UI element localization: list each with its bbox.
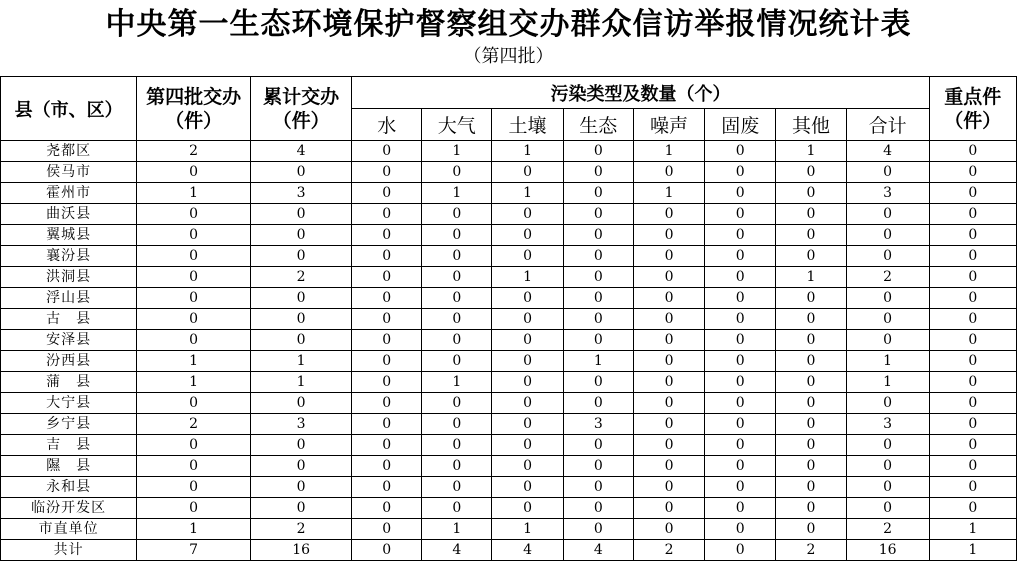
value-cell: 0 <box>776 162 846 183</box>
value-cell: 0 <box>633 162 704 183</box>
value-cell: 0 <box>563 330 633 351</box>
page-title: 中央第一生态环境保护督察组交办群众信访举报情况统计表 <box>105 7 912 42</box>
value-cell: 0 <box>776 372 846 393</box>
value-cell: 0 <box>776 498 846 519</box>
value-cell: 0 <box>137 267 251 288</box>
value-cell: 3 <box>846 414 929 435</box>
value-cell: 0 <box>929 225 1016 246</box>
value-cell: 0 <box>633 372 704 393</box>
value-cell: 0 <box>633 204 704 225</box>
value-cell: 0 <box>776 477 846 498</box>
value-cell: 0 <box>250 162 351 183</box>
value-cell: 0 <box>352 393 422 414</box>
value-cell: 0 <box>352 204 422 225</box>
table-row <box>1 456 1017 477</box>
value-cell: 0 <box>422 330 492 351</box>
value-cell: 0 <box>422 414 492 435</box>
value-cell: 0 <box>929 309 1016 330</box>
county-cell: 大宁县 <box>1 393 137 414</box>
header-pollution-type: 其他 <box>776 109 846 141</box>
table-row <box>1 435 1017 456</box>
value-cell: 7 <box>137 540 251 561</box>
value-cell: 0 <box>633 330 704 351</box>
value-cell: 0 <box>776 414 846 435</box>
value-cell: 0 <box>250 309 351 330</box>
value-cell: 1 <box>137 351 251 372</box>
value-cell: 0 <box>929 477 1016 498</box>
value-cell: 0 <box>563 225 633 246</box>
value-cell: 0 <box>705 309 776 330</box>
table-row <box>1 309 1017 330</box>
value-cell: 0 <box>492 414 563 435</box>
value-cell: 0 <box>846 162 929 183</box>
value-cell: 0 <box>846 498 929 519</box>
value-cell: 0 <box>929 498 1016 519</box>
value-cell: 0 <box>633 414 704 435</box>
value-cell: 0 <box>137 225 251 246</box>
value-cell: 0 <box>563 183 633 204</box>
value-cell: 0 <box>422 225 492 246</box>
value-cell: 0 <box>250 204 351 225</box>
value-cell: 0 <box>776 309 846 330</box>
header-county: 县（市、区） <box>1 77 137 141</box>
value-cell: 0 <box>492 456 563 477</box>
value-cell: 0 <box>929 351 1016 372</box>
value-cell: 0 <box>352 540 422 561</box>
value-cell: 1 <box>776 141 846 162</box>
header-pollution-type: 噪声 <box>633 109 704 141</box>
table-row <box>1 372 1017 393</box>
value-cell: 0 <box>422 477 492 498</box>
value-cell: 0 <box>846 435 929 456</box>
value-cell: 0 <box>705 540 776 561</box>
value-cell: 0 <box>563 246 633 267</box>
value-cell: 0 <box>929 162 1016 183</box>
value-cell: 1 <box>846 372 929 393</box>
table-row <box>1 288 1017 309</box>
value-cell: 0 <box>352 456 422 477</box>
value-cell: 1 <box>137 183 251 204</box>
value-cell: 0 <box>563 477 633 498</box>
value-cell: 4 <box>563 540 633 561</box>
county-cell: 襄汾县 <box>1 246 137 267</box>
value-cell: 0 <box>705 393 776 414</box>
value-cell: 0 <box>929 456 1016 477</box>
value-cell: 0 <box>633 309 704 330</box>
value-cell: 0 <box>137 456 251 477</box>
value-cell: 1 <box>633 183 704 204</box>
value-cell: 0 <box>705 498 776 519</box>
value-cell: 0 <box>492 309 563 330</box>
county-cell: 洪洞县 <box>1 267 137 288</box>
value-cell: 0 <box>250 225 351 246</box>
county-cell: 安泽县 <box>1 330 137 351</box>
value-cell: 0 <box>929 141 1016 162</box>
value-cell: 0 <box>705 435 776 456</box>
table-row <box>1 225 1017 246</box>
value-cell: 2 <box>137 414 251 435</box>
value-cell: 0 <box>705 456 776 477</box>
value-cell: 0 <box>352 477 422 498</box>
header-pollution-type: 合计 <box>846 109 929 141</box>
value-cell: 0 <box>846 309 929 330</box>
value-cell: 0 <box>776 225 846 246</box>
value-cell: 0 <box>929 414 1016 435</box>
value-cell: 4 <box>250 141 351 162</box>
table-row <box>1 267 1017 288</box>
value-cell: 1 <box>422 372 492 393</box>
value-cell: 0 <box>563 435 633 456</box>
value-cell: 0 <box>422 393 492 414</box>
value-cell: 0 <box>776 183 846 204</box>
value-cell: 0 <box>846 477 929 498</box>
value-cell: 0 <box>422 204 492 225</box>
value-cell: 0 <box>137 393 251 414</box>
value-cell: 0 <box>563 288 633 309</box>
value-cell: 0 <box>250 330 351 351</box>
value-cell: 2 <box>846 267 929 288</box>
value-cell: 0 <box>250 456 351 477</box>
value-cell: 0 <box>492 288 563 309</box>
value-cell: 0 <box>563 309 633 330</box>
county-cell: 蒲 县 <box>1 372 137 393</box>
value-cell: 0 <box>137 435 251 456</box>
value-cell: 1 <box>929 540 1016 561</box>
value-cell: 1 <box>422 519 492 540</box>
value-cell: 0 <box>492 225 563 246</box>
value-cell: 2 <box>250 519 351 540</box>
value-cell: 0 <box>352 351 422 372</box>
value-cell: 3 <box>250 414 351 435</box>
county-cell: 乡宁县 <box>1 414 137 435</box>
value-cell: 4 <box>492 540 563 561</box>
value-cell: 0 <box>633 246 704 267</box>
value-cell: 0 <box>422 498 492 519</box>
value-cell: 0 <box>846 288 929 309</box>
table-row <box>1 204 1017 225</box>
value-cell: 0 <box>776 393 846 414</box>
value-cell: 0 <box>929 435 1016 456</box>
value-cell: 0 <box>776 246 846 267</box>
value-cell: 0 <box>250 498 351 519</box>
value-cell: 0 <box>563 141 633 162</box>
header-cumulative-line2: （件） <box>272 109 330 132</box>
value-cell: 0 <box>137 204 251 225</box>
value-cell: 0 <box>633 267 704 288</box>
value-cell: 0 <box>633 393 704 414</box>
value-cell: 0 <box>846 393 929 414</box>
value-cell: 1 <box>492 267 563 288</box>
value-cell: 0 <box>776 330 846 351</box>
value-cell: 0 <box>929 246 1016 267</box>
value-cell: 0 <box>492 393 563 414</box>
value-cell: 0 <box>352 183 422 204</box>
value-cell: 1 <box>633 141 704 162</box>
table-row <box>1 246 1017 267</box>
header-pollution-type: 水 <box>352 109 422 141</box>
value-cell: 0 <box>352 414 422 435</box>
table-row <box>1 477 1017 498</box>
value-cell: 0 <box>633 477 704 498</box>
value-cell: 0 <box>137 498 251 519</box>
county-cell: 共计 <box>1 540 137 561</box>
county-cell: 市直单位 <box>1 519 137 540</box>
value-cell: 0 <box>563 267 633 288</box>
value-cell: 0 <box>705 414 776 435</box>
value-cell: 1 <box>846 351 929 372</box>
value-cell: 0 <box>776 288 846 309</box>
value-cell: 2 <box>137 141 251 162</box>
header-pollution-group: 污染类型及数量（个） <box>352 77 929 109</box>
value-cell: 1 <box>137 519 251 540</box>
value-cell: 0 <box>422 456 492 477</box>
value-cell: 0 <box>563 456 633 477</box>
table-row <box>1 519 1017 540</box>
header-batch-assigned <box>137 77 251 141</box>
value-cell: 0 <box>137 162 251 183</box>
county-cell: 尧都区 <box>1 141 137 162</box>
value-cell: 0 <box>563 498 633 519</box>
value-cell: 1 <box>422 183 492 204</box>
value-cell: 0 <box>563 162 633 183</box>
value-cell: 0 <box>633 519 704 540</box>
value-cell: 0 <box>352 372 422 393</box>
value-cell: 0 <box>352 309 422 330</box>
total-row <box>1 540 1017 561</box>
value-cell: 2 <box>633 540 704 561</box>
value-cell: 0 <box>846 246 929 267</box>
value-cell: 1 <box>776 267 846 288</box>
value-cell: 0 <box>929 372 1016 393</box>
table-row <box>1 141 1017 162</box>
value-cell: 0 <box>492 477 563 498</box>
header-pollution-type: 大气 <box>422 109 492 141</box>
header-batch-line2: （件） <box>165 109 223 132</box>
value-cell: 0 <box>929 393 1016 414</box>
value-cell: 0 <box>705 288 776 309</box>
header-cumulative-line1: 累计交办 <box>263 85 340 108</box>
value-cell: 0 <box>492 330 563 351</box>
value-cell: 0 <box>352 225 422 246</box>
value-cell: 0 <box>422 435 492 456</box>
value-cell: 1 <box>250 372 351 393</box>
value-cell: 0 <box>633 351 704 372</box>
value-cell: 0 <box>705 183 776 204</box>
value-cell: 0 <box>492 435 563 456</box>
value-cell: 0 <box>422 267 492 288</box>
value-cell: 0 <box>492 162 563 183</box>
header-batch-line1: 第四批交办 <box>146 85 242 108</box>
value-cell: 0 <box>776 456 846 477</box>
value-cell: 0 <box>137 246 251 267</box>
county-cell: 临汾开发区 <box>1 498 137 519</box>
value-cell: 0 <box>422 246 492 267</box>
value-cell: 2 <box>846 519 929 540</box>
value-cell: 0 <box>563 372 633 393</box>
value-cell: 0 <box>250 288 351 309</box>
value-cell: 0 <box>137 309 251 330</box>
value-cell: 0 <box>492 351 563 372</box>
value-cell: 4 <box>422 540 492 561</box>
table-row <box>1 183 1017 204</box>
value-cell: 0 <box>352 330 422 351</box>
value-cell: 0 <box>705 351 776 372</box>
value-cell: 0 <box>492 204 563 225</box>
header-key-line1: 重点件 <box>944 85 1002 108</box>
value-cell: 0 <box>929 330 1016 351</box>
value-cell: 0 <box>776 435 846 456</box>
value-cell: 0 <box>633 498 704 519</box>
value-cell: 3 <box>846 183 929 204</box>
county-cell: 浮山县 <box>1 288 137 309</box>
value-cell: 0 <box>250 435 351 456</box>
value-cell: 16 <box>250 540 351 561</box>
value-cell: 0 <box>705 162 776 183</box>
value-cell: 1 <box>250 351 351 372</box>
statistics-table <box>0 76 1017 561</box>
value-cell: 0 <box>705 477 776 498</box>
value-cell: 0 <box>422 288 492 309</box>
page-subtitle: （第四批） <box>463 46 554 67</box>
value-cell: 0 <box>250 393 351 414</box>
table-row <box>1 393 1017 414</box>
value-cell: 0 <box>929 204 1016 225</box>
value-cell: 0 <box>137 477 251 498</box>
value-cell: 0 <box>422 351 492 372</box>
value-cell: 0 <box>633 435 704 456</box>
value-cell: 3 <box>563 414 633 435</box>
value-cell: 0 <box>492 498 563 519</box>
value-cell: 0 <box>352 162 422 183</box>
value-cell: 0 <box>705 141 776 162</box>
value-cell: 0 <box>352 246 422 267</box>
value-cell: 0 <box>492 372 563 393</box>
header-pollution-type: 固废 <box>705 109 776 141</box>
value-cell: 4 <box>846 141 929 162</box>
header-pollution-type: 生态 <box>563 109 633 141</box>
value-cell: 0 <box>492 246 563 267</box>
value-cell: 0 <box>705 246 776 267</box>
table-row <box>1 351 1017 372</box>
value-cell: 0 <box>846 225 929 246</box>
value-cell: 0 <box>929 267 1016 288</box>
value-cell: 3 <box>250 183 351 204</box>
value-cell: 0 <box>563 204 633 225</box>
table-row <box>1 330 1017 351</box>
value-cell: 0 <box>422 162 492 183</box>
value-cell: 0 <box>776 519 846 540</box>
value-cell: 16 <box>846 540 929 561</box>
value-cell: 1 <box>492 519 563 540</box>
county-cell: 隰 县 <box>1 456 137 477</box>
value-cell: 0 <box>705 225 776 246</box>
value-cell: 1 <box>492 141 563 162</box>
header-cumulative-assigned <box>250 77 351 141</box>
county-cell: 吉 县 <box>1 435 137 456</box>
value-cell: 0 <box>929 288 1016 309</box>
table-row <box>1 162 1017 183</box>
header-key-line2: （件） <box>944 109 1002 132</box>
county-cell: 霍州市 <box>1 183 137 204</box>
value-cell: 1 <box>929 519 1016 540</box>
value-cell: 0 <box>137 330 251 351</box>
value-cell: 0 <box>633 225 704 246</box>
county-cell: 侯马市 <box>1 162 137 183</box>
header-pollution-type: 土壤 <box>492 109 563 141</box>
value-cell: 0 <box>422 309 492 330</box>
county-cell: 曲沃县 <box>1 204 137 225</box>
value-cell: 0 <box>352 141 422 162</box>
county-cell: 永和县 <box>1 477 137 498</box>
value-cell: 0 <box>633 288 704 309</box>
value-cell: 0 <box>846 204 929 225</box>
county-cell: 古 县 <box>1 309 137 330</box>
value-cell: 0 <box>633 456 704 477</box>
value-cell: 0 <box>352 267 422 288</box>
value-cell: 0 <box>352 498 422 519</box>
value-cell: 0 <box>563 519 633 540</box>
value-cell: 1 <box>137 372 251 393</box>
value-cell: 0 <box>563 393 633 414</box>
value-cell: 0 <box>137 288 251 309</box>
value-cell: 0 <box>846 330 929 351</box>
value-cell: 0 <box>705 519 776 540</box>
value-cell: 2 <box>250 267 351 288</box>
value-cell: 1 <box>563 351 633 372</box>
value-cell: 0 <box>705 267 776 288</box>
county-cell: 翼城县 <box>1 225 137 246</box>
table-row <box>1 498 1017 519</box>
value-cell: 2 <box>776 540 846 561</box>
value-cell: 0 <box>776 204 846 225</box>
county-cell: 汾西县 <box>1 351 137 372</box>
value-cell: 0 <box>352 519 422 540</box>
value-cell: 0 <box>776 351 846 372</box>
value-cell: 0 <box>250 246 351 267</box>
value-cell: 1 <box>492 183 563 204</box>
value-cell: 0 <box>705 204 776 225</box>
value-cell: 0 <box>250 477 351 498</box>
value-cell: 0 <box>352 435 422 456</box>
value-cell: 0 <box>846 456 929 477</box>
value-cell: 0 <box>929 183 1016 204</box>
header-key-cases <box>929 77 1016 141</box>
value-cell: 1 <box>422 141 492 162</box>
value-cell: 0 <box>352 288 422 309</box>
table-row <box>1 414 1017 435</box>
value-cell: 0 <box>705 330 776 351</box>
value-cell: 0 <box>705 372 776 393</box>
